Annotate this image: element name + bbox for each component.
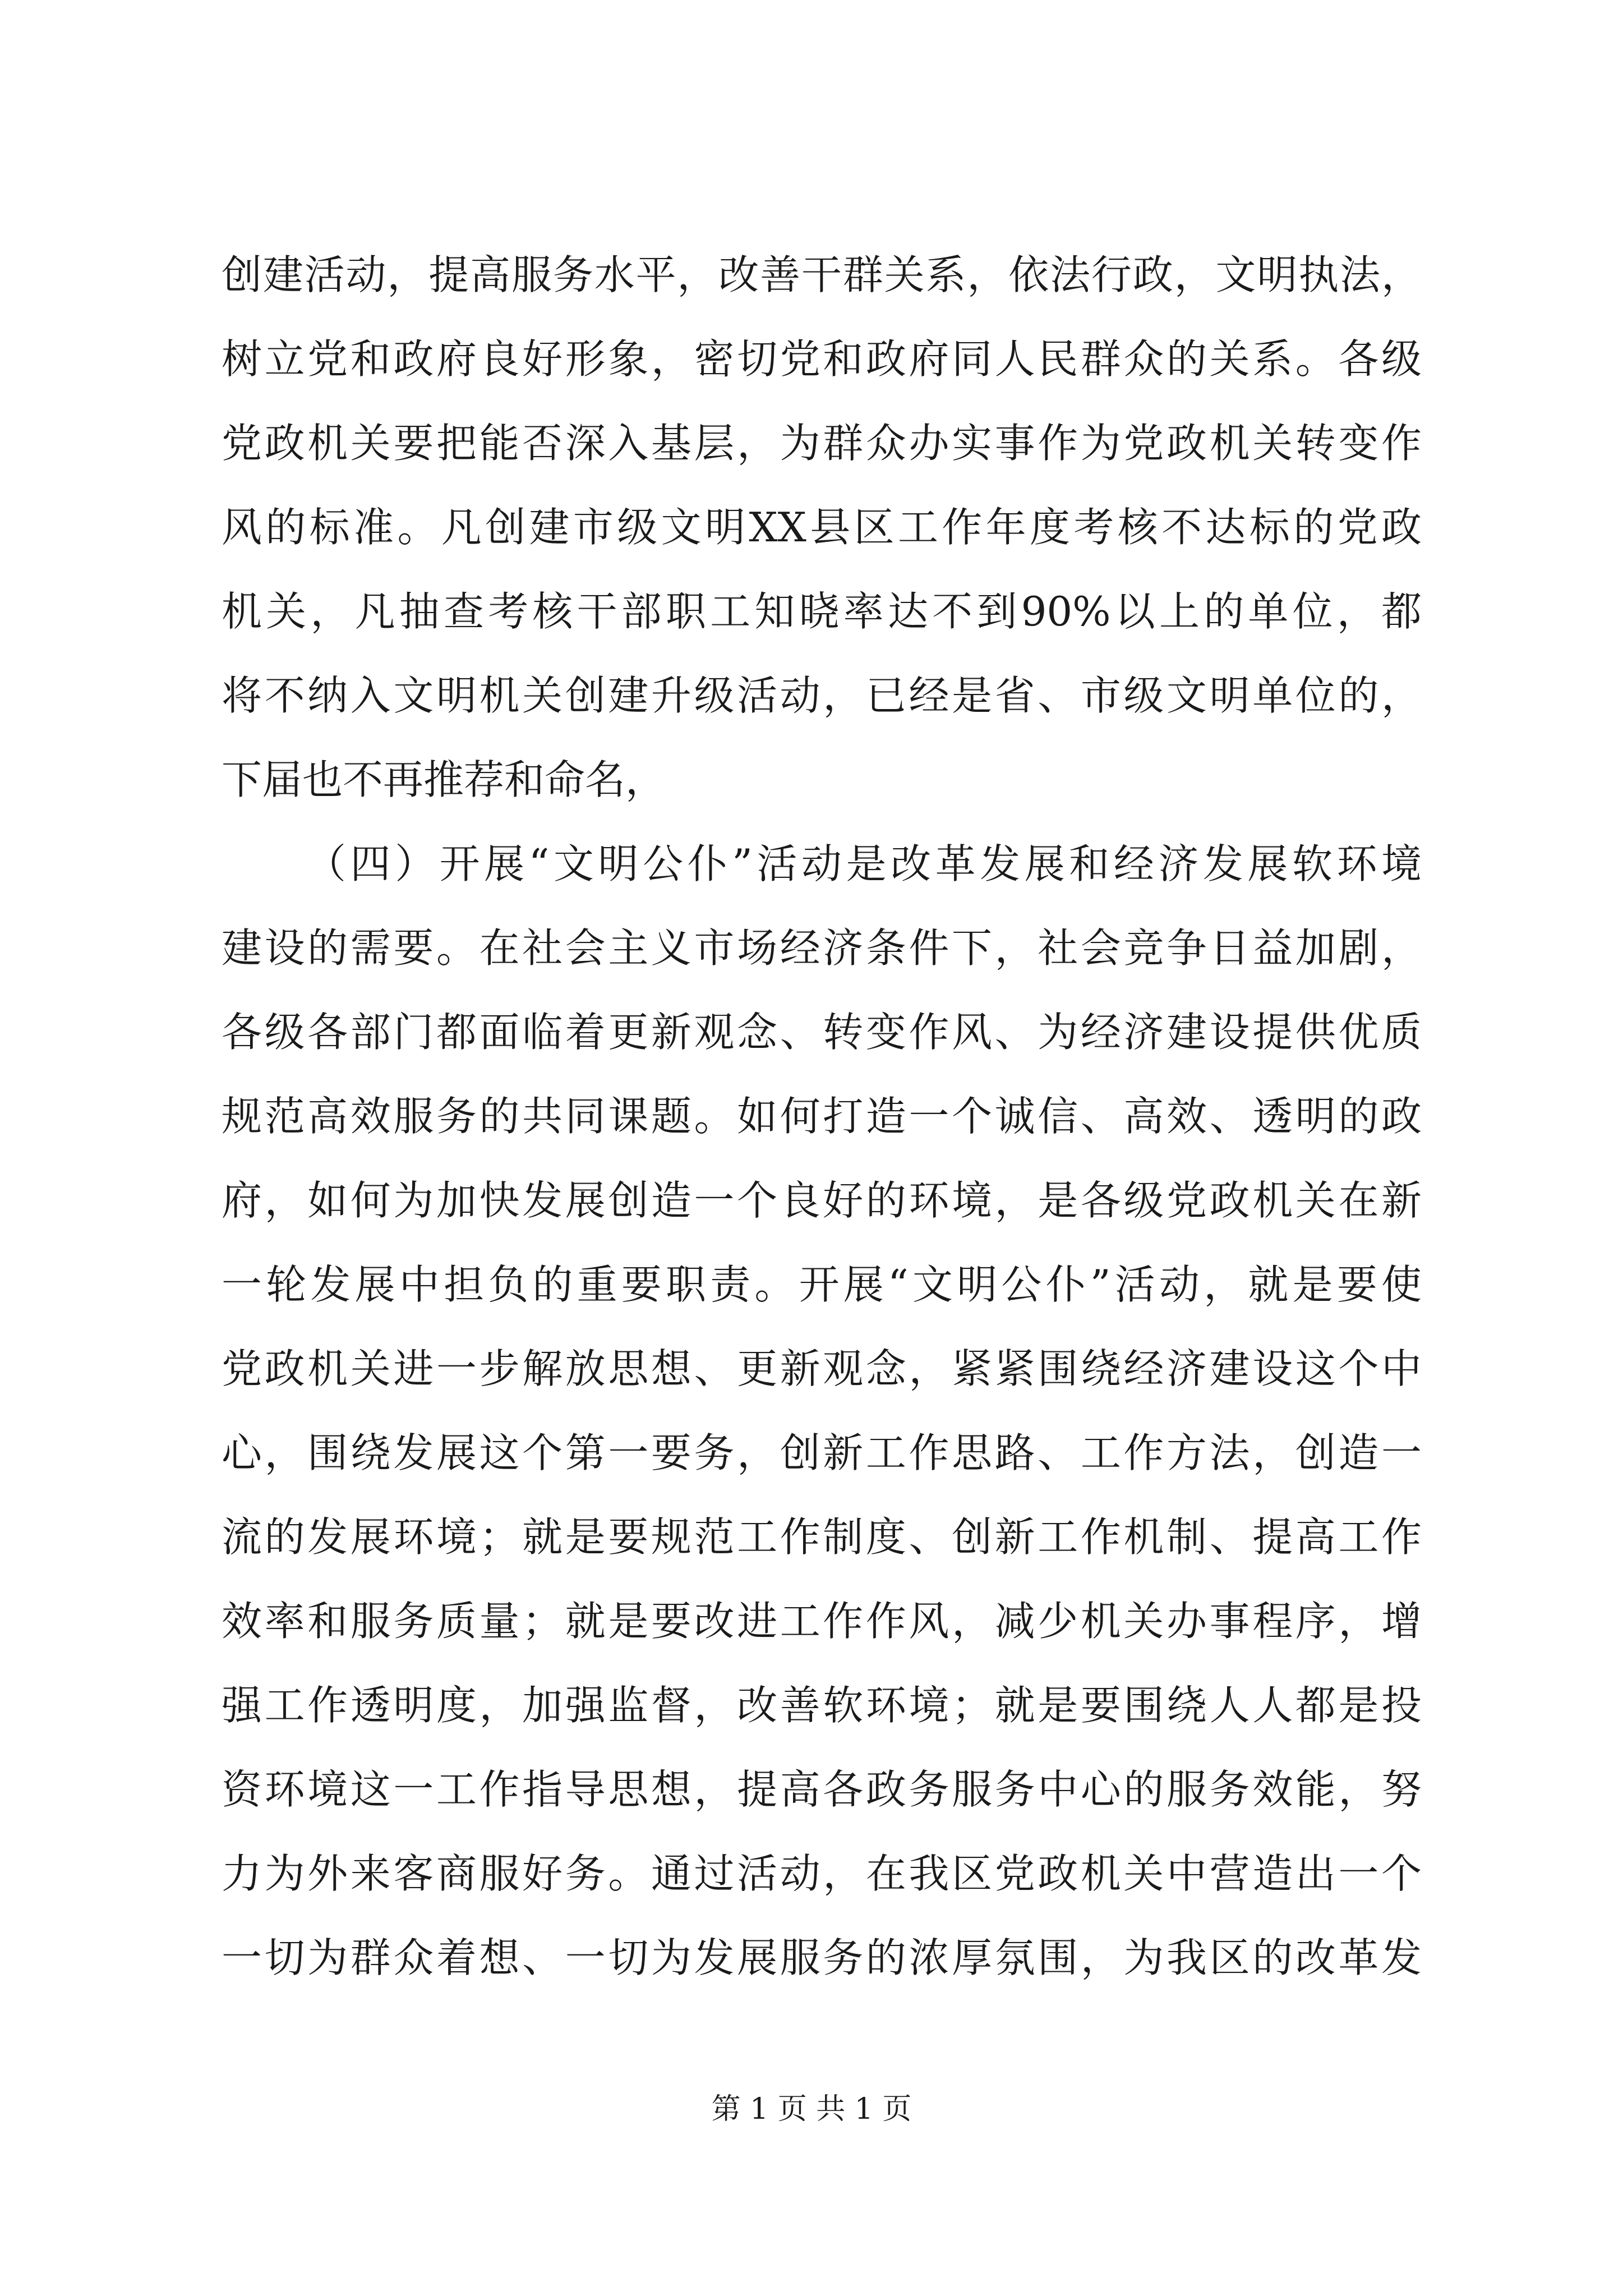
text-line: 力为外来客商服好务。通过活动，在我区党政机关中营造出一个 [222,1850,1422,1897]
text-line: 将不纳入文明机关创建升级活动，已经是省、市级文明单位的， [222,672,1422,719]
text-line: 党政机关要把能否深入基层，为群众办实事作为党政机关转变作 [222,420,1422,467]
text-line: 机关，凡抽查考核干部职工知晓率达不到90%以上的单位，都 [222,588,1422,635]
body-text [222,233,1422,2000]
text-line: 府，如何为加快发展创造一个良好的环境，是各级党政机关在新 [222,1177,1422,1224]
text-line: 创建活动，提高服务水平，改善干群关系，依法行政，文明执法， [222,251,1422,298]
text-line: 建设的需要。在社会主义市场经济条件下，社会竞争日益加剧， [222,924,1422,972]
text-line: 各级各部门都面临着更新观念、转变作风、为经济建设提供优质 [222,1009,1422,1056]
text-line: 一切为群众着想、一切为发展服务的浓厚氛围，为我区的改革发 [222,1934,1422,1981]
text-line: 规范高效服务的共同课题。如何打造一个诚信、高效、透明的政 [222,1093,1422,1140]
text-line: 心，围绕发展这个第一要务，创新工作思路、工作方法，创造一 [222,1429,1422,1476]
text-line: 一轮发展中担负的重要职责。开展“文明公仆”活动，就是要使 [222,1261,1422,1308]
page-number: 第 1 页 共 1 页 [711,2092,912,2126]
page-footer [0,2087,1623,2132]
text-line: 强工作透明度，加强监督，改善软环境；就是要围绕人人都是投 [222,1682,1422,1729]
text-line: 资环境这一工作指导思想，提高各政务服务中心的服务效能，努 [222,1766,1422,1813]
text-line: 流的发展环境；就是要规范工作制度、创新工作机制、提高工作 [222,1513,1422,1561]
text-line: 下届也不再推荐和命名， [222,756,666,803]
text-line: 党政机关进一步解放思想、更新观念，紧紧围绕经济建设这个中 [222,1345,1422,1392]
paragraph-start-line: （四）开展“文明公仆”活动是改革发展和经济发展软环境 [306,840,1422,887]
text-line: 效率和服务质量；就是要改进工作作风，减少机关办事程序，增 [222,1598,1422,1645]
text-line: 树立党和政府良好形象，密切党和政府同人民群众的关系。各级 [222,335,1422,383]
text-line: 风的标准。凡创建市级文明XX县区工作年度考核不达标的党政 [222,504,1422,551]
